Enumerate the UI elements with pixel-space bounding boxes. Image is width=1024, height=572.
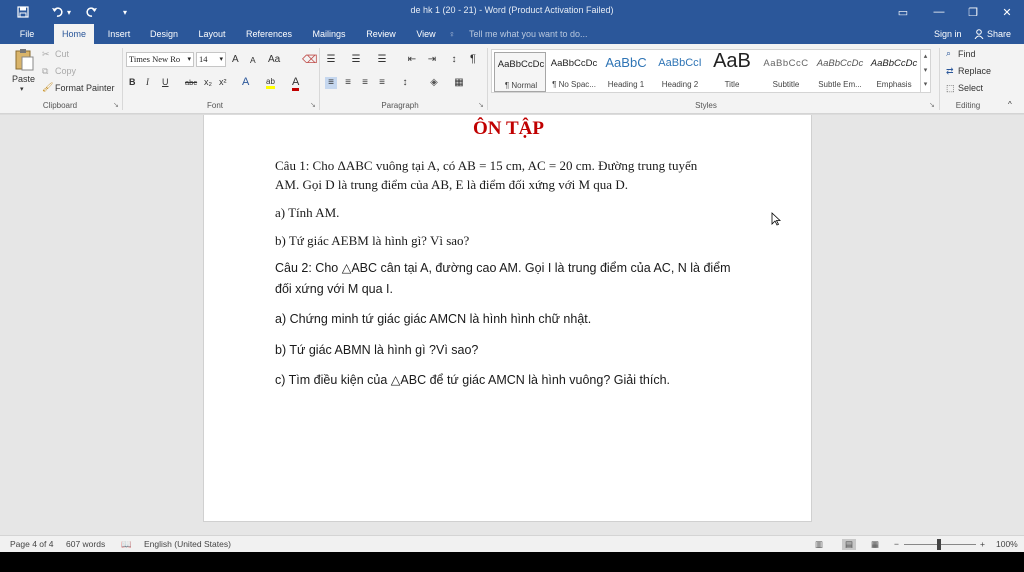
language-status[interactable]: English (United States)	[144, 539, 231, 549]
doc-paragraph: c) Tìm điều kiện của △ABC để tứ giác AMCN là hình vuông? Giải thích.	[275, 373, 671, 387]
shrink-font-button[interactable]: A	[250, 55, 256, 65]
italic-button[interactable]: I	[146, 77, 149, 87]
align-right-icon[interactable]: ≡	[362, 77, 368, 88]
justify-icon[interactable]: ≡	[379, 77, 385, 88]
proofing-icon[interactable]: 📖	[121, 539, 132, 549]
zoom-level[interactable]: 100%	[996, 539, 1018, 549]
styles-gallery	[491, 49, 931, 93]
web-layout-icon[interactable]: ▦	[871, 539, 880, 549]
sign-in-link[interactable]: Sign in	[934, 29, 962, 39]
style-subtle-emphasis[interactable]	[814, 52, 866, 92]
tab-layout[interactable]: Layout	[198, 29, 226, 39]
bullets-icon[interactable]: ☰	[326, 54, 336, 65]
ribbon-display-options-icon[interactable]: ▭	[897, 6, 909, 19]
style-heading-1[interactable]	[600, 52, 652, 92]
select-button[interactable]: Select	[958, 83, 984, 93]
style-name: ¶ No Spac...	[552, 80, 596, 89]
zoom-in-button[interactable]: +	[980, 539, 985, 549]
maximize-button[interactable]: ❐	[968, 6, 978, 19]
screen-border	[0, 552, 1024, 572]
style-heading-2[interactable]	[654, 52, 706, 92]
undo-dropdown[interactable]: ▾	[66, 7, 71, 17]
font-size-value: 14	[199, 54, 208, 64]
font-name-value: Times New Ro	[129, 54, 181, 64]
clipboard-launcher-icon[interactable]: ↘	[113, 102, 119, 109]
save-icon[interactable]	[12, 3, 34, 21]
format-painter-icon: 🖌	[42, 82, 54, 92]
redo-icon[interactable]	[80, 3, 102, 21]
strikethrough-button[interactable]: abc	[185, 78, 198, 87]
bold-button[interactable]: B	[129, 77, 136, 87]
document-page[interactable]	[203, 115, 812, 522]
styles-group-label: Styles	[695, 101, 717, 110]
font-launcher-icon[interactable]: ↘	[310, 102, 316, 109]
person-icon	[974, 24, 986, 44]
doc-paragraph: b) Tứ giác AEBM là hình gì? Vì sao?	[275, 233, 470, 248]
style-preview: AaBbCcI	[658, 57, 702, 69]
paste-dropdown-icon[interactable]: ▾	[20, 86, 24, 93]
doc-paragraph: a) Chứng minh tứ giác giác AMCN là hình hình chữ nhật.	[275, 312, 592, 326]
find-button[interactable]: Find	[958, 49, 976, 59]
editing-group-label: Editing	[955, 101, 981, 110]
paste-button[interactable]: Paste	[12, 74, 36, 84]
divider	[939, 48, 940, 110]
style-preview: AaB	[713, 50, 751, 72]
doc-paragraph: a) Tính AM.	[275, 205, 340, 220]
sort-icon[interactable]: ↕	[451, 54, 457, 65]
replace-button[interactable]: Replace	[958, 66, 992, 76]
paragraph-group-label: Paragraph	[381, 101, 419, 110]
find-icon: ⌕	[946, 48, 952, 58]
show-marks-button[interactable]: ¶	[470, 53, 476, 65]
superscript-button[interactable]: x²	[219, 77, 227, 87]
decrease-indent-icon[interactable]: ⇤	[407, 54, 417, 65]
tab-view[interactable]: View	[416, 29, 436, 39]
styles-launcher-icon[interactable]: ↘	[929, 102, 935, 109]
align-left-icon[interactable]: ≡	[325, 77, 337, 89]
tab-insert[interactable]: Insert	[107, 29, 131, 39]
style-preview: AaBbC	[605, 55, 647, 70]
doc-title: ÔN TẬP	[473, 118, 544, 139]
copy-icon: ⧉	[42, 66, 49, 76]
subscript-button[interactable]: x₂	[204, 77, 212, 87]
replace-icon: ⇄	[946, 66, 954, 76]
divider	[319, 48, 320, 110]
tab-home[interactable]: Home	[54, 24, 94, 44]
cut-icon: ✂	[42, 49, 50, 59]
doc-paragraph: Câu 2: Cho △ABC cân tại A, đường cao AM. Gọi I là trung điểm của AC, N là điểm	[275, 261, 731, 275]
change-case-button[interactable]: Aa	[268, 54, 281, 65]
style-name: Heading 2	[661, 80, 699, 89]
style-name: Title	[724, 80, 740, 89]
align-center-icon[interactable]: ≡	[345, 77, 351, 88]
style-preview: AaBbCcDc	[497, 59, 545, 70]
style-name: Heading 1	[607, 80, 645, 89]
print-layout-icon[interactable]: ▤	[842, 539, 856, 550]
borders-icon[interactable]: ▦	[454, 77, 464, 88]
style-name: Emphasis	[876, 80, 912, 89]
styles-scroll[interactable]: ▴ ▾ ▾	[920, 50, 930, 92]
zoom-out-button[interactable]: −	[894, 539, 899, 549]
font-color-button[interactable]: A	[292, 76, 299, 91]
share-button[interactable]: Share	[987, 29, 1012, 39]
style-name: Subtitle	[772, 80, 800, 89]
style-preview: AaBbCcDc	[816, 58, 864, 69]
style-preview: AaBbCcC	[763, 58, 809, 69]
page-count[interactable]: Page 4 of 4	[10, 539, 54, 549]
status-bar	[0, 535, 1024, 552]
style-name: Subtle Em...	[818, 80, 862, 89]
tab-mailings[interactable]: Mailings	[312, 29, 346, 39]
increase-indent-icon[interactable]: ⇥	[427, 54, 437, 65]
divider	[122, 48, 123, 110]
tab-references[interactable]: References	[245, 29, 293, 39]
doc-paragraph: Câu 1: Cho ΔABC vuông tại A, có AB = 15 cm, AC = 20 cm. Đường trung tuyến	[275, 158, 698, 173]
ribbon-tabs	[0, 24, 1024, 44]
font-group-label: Font	[206, 101, 223, 110]
tab-design[interactable]: Design	[149, 29, 178, 39]
paragraph-launcher-icon[interactable]: ↘	[478, 102, 484, 109]
zoom-slider-thumb[interactable]	[937, 539, 941, 550]
style-title[interactable]	[706, 52, 758, 92]
format-painter-button[interactable]: Format Painter	[55, 83, 115, 93]
close-button[interactable]: ✕	[1002, 6, 1012, 19]
numbering-icon[interactable]: ☰	[351, 54, 361, 65]
mouse-pointer-icon	[771, 212, 781, 226]
select-icon: ⬚	[946, 83, 955, 93]
font-size-box[interactable]: 14 ▾	[196, 52, 226, 67]
doc-paragraph: AM. Gọi D là trung điểm của AB, E là điểm đối xứng với M qua D.	[275, 177, 628, 192]
style-name: ¶ Normal	[504, 81, 538, 90]
clipboard-icon	[14, 48, 34, 72]
style-normal[interactable]	[494, 52, 546, 92]
window-title: de hk 1 (20 - 21) - Word (Product Activation Failed)	[410, 5, 614, 15]
divider	[487, 48, 488, 110]
clipboard-group-label: Clipboard	[42, 101, 78, 110]
copy-button[interactable]: Copy	[55, 66, 77, 76]
text-effects-button[interactable]: A	[242, 76, 250, 88]
lightbulb-icon: ♀	[448, 29, 456, 39]
multilevel-list-icon[interactable]: ☰	[377, 54, 387, 65]
line-spacing-icon[interactable]: ↕	[402, 77, 408, 88]
highlight-button[interactable]: ab	[266, 77, 275, 89]
clear-formatting-icon[interactable]: ⌫	[302, 54, 318, 66]
style-no-spacing[interactable]	[548, 52, 600, 92]
doc-paragraph: b) Tứ giác ABMN là hình gì ?Vì sao?	[275, 343, 479, 357]
tell-me-input[interactable]: Tell me what you want to do...	[469, 29, 588, 39]
minimize-button[interactable]: —	[933, 6, 945, 18]
document-workspace[interactable]	[0, 115, 1024, 535]
tab-review[interactable]: Review	[366, 29, 396, 39]
underline-button[interactable]: U	[162, 77, 169, 87]
shading-icon[interactable]: ◈	[430, 77, 438, 88]
style-preview: AaBbCcDc	[870, 58, 918, 69]
doc-paragraph: đối xứng với M qua I.	[275, 282, 394, 296]
font-name-box[interactable]: Times New Ro ▾	[126, 52, 194, 67]
style-subtitle[interactable]	[760, 52, 812, 92]
tab-file[interactable]: File	[19, 29, 35, 39]
style-preview: AaBbCcDc	[550, 58, 598, 69]
collapse-ribbon-icon[interactable]: ^	[1008, 100, 1012, 109]
read-mode-icon[interactable]: ▥	[815, 539, 824, 549]
ribbon-home	[0, 44, 1024, 114]
style-emphasis[interactable]	[868, 52, 920, 92]
grow-font-button[interactable]: A	[232, 54, 239, 65]
word-count[interactable]: 607 words	[66, 539, 106, 549]
customize-qat-icon[interactable]: ▾	[122, 7, 127, 17]
title-bar	[0, 0, 1024, 24]
cut-button[interactable]: Cut	[55, 49, 70, 59]
